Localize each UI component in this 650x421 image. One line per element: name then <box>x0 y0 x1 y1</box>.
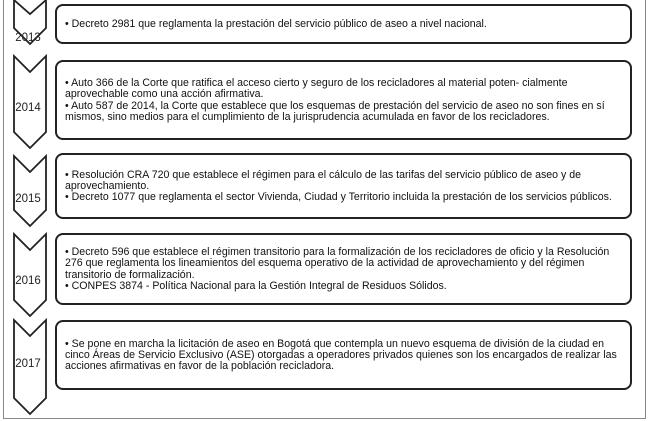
year-label-2016: 2016 <box>15 275 41 287</box>
event-item: • Auto 587 de 2014, la Corte que establece que los esquemas de prestación del servicio de aseo no son fines en sí mismos, sino medios para el cumplimiento de la jurisprudencia acumulada en favor de los recicladores. <box>65 99 605 123</box>
event-item: • Se pone en marcha la licitación de aseo en Bogotá que contempla un nuevo esquema de división de la ciudad en cinco Áreas de Servicio Exclusivo (ASE) otorgadas a operadores privados quienes son los encargados de realizar las acciones afirmativas en favor de la población recicladora. <box>65 337 617 373</box>
event-item: • Decreto 2981 que reglamenta la prestación del servicio público de aseo a nivel nacional. <box>65 17 487 30</box>
event-box-2013 <box>55 4 632 44</box>
event-item: • Resolución CRA 720 que establece el régimen para el cálculo de las tarifas del servicio público de aseo y de aprovechamiento. <box>65 168 582 192</box>
year-label-2013: 2013 <box>15 32 41 44</box>
year-label-2015: 2015 <box>15 193 41 205</box>
event-box-2015 <box>55 153 632 219</box>
event-box-2014 <box>55 60 632 140</box>
chevron-2015 <box>14 156 46 226</box>
event-item: • Decreto 596 que establece el régimen transitorio para la formalización de los recicladores de oficio y la Resolución 276 que reglamenta los lineamientos del esquema operativo de la actividad de aprovechamiento y del régimen transitorio de formalización. <box>65 245 610 281</box>
event-item: • Decreto 1077 que reglamenta el sector Vivienda, Ciudad y Territorio incluida la prestación de los servicios públicos. <box>65 191 612 204</box>
event-item: • Auto 366 de la Corte que ratifica el acceso cierto y seguro de los recicladores al material poten- cialmente aprovechable como una acción afirmativa. <box>65 76 568 101</box>
year-label-2017: 2017 <box>15 358 41 370</box>
event-box-2016 <box>55 233 632 305</box>
year-label-2014: 2014 <box>15 102 41 114</box>
event-item: • CONPES 3874 - Política Nacional para la Gestión Integral de Residuos Sólidos. <box>65 279 447 292</box>
event-box-2017 <box>55 320 632 390</box>
